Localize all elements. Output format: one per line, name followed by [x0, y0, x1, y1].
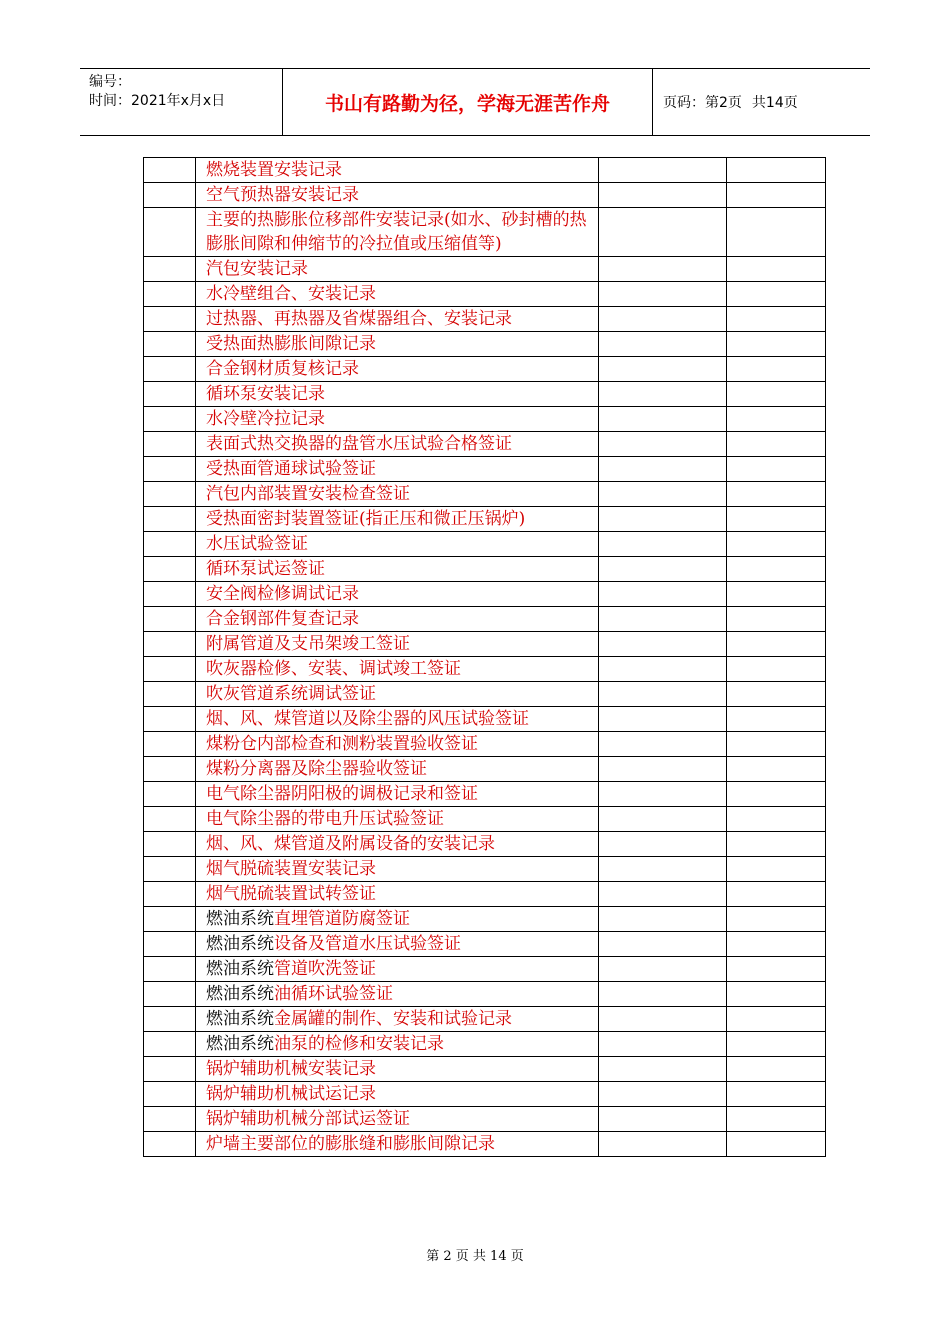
blank-cell	[727, 757, 826, 782]
record-name: 汽包安装记录	[206, 259, 308, 279]
blank-cell	[599, 457, 727, 482]
record-name: 锅炉辅助机械分部试运签证	[206, 1109, 410, 1129]
table-row	[144, 757, 826, 782]
blank-cell	[727, 158, 826, 183]
table-row	[144, 832, 826, 857]
record-name-cell	[196, 807, 599, 832]
record-name-cell	[196, 332, 599, 357]
record-name: 吹灰管道系统调试签证	[206, 684, 376, 704]
blank-cell	[599, 183, 727, 208]
table-row	[144, 507, 826, 532]
blank-cell	[727, 607, 826, 632]
blank-cell	[727, 282, 826, 307]
record-name-cell	[196, 557, 599, 582]
table-row	[144, 782, 826, 807]
table-row	[144, 857, 826, 882]
record-name-cell	[196, 932, 599, 957]
record-name: 炉墙主要部位的膨胀缝和膨胀间隙记录	[206, 1134, 495, 1154]
blank-cell	[727, 482, 826, 507]
table-row	[144, 332, 826, 357]
record-name-cell	[196, 382, 599, 407]
number-label: 编号：	[89, 74, 131, 90]
blank-cell	[599, 582, 727, 607]
blank-cell	[599, 682, 727, 707]
table-row	[144, 807, 826, 832]
record-name-cell	[196, 507, 599, 532]
index-cell	[144, 407, 196, 432]
blank-cell	[727, 907, 826, 932]
index-cell	[144, 282, 196, 307]
blank-cell	[599, 357, 727, 382]
table-row	[144, 982, 826, 1007]
blank-cell	[599, 432, 727, 457]
index-cell	[144, 532, 196, 557]
header-page-info	[653, 69, 870, 135]
index-cell	[144, 257, 196, 282]
table-row	[144, 882, 826, 907]
record-name-cell	[196, 882, 599, 907]
blank-cell	[727, 1007, 826, 1032]
blank-cell	[599, 307, 727, 332]
index-cell	[144, 307, 196, 332]
index-cell	[144, 807, 196, 832]
record-prefix: 燃油系统	[206, 1034, 274, 1054]
blank-cell	[599, 507, 727, 532]
record-name-cell	[196, 257, 599, 282]
index-cell	[144, 457, 196, 482]
blank-cell	[727, 932, 826, 957]
index-cell	[144, 782, 196, 807]
blank-cell	[727, 807, 826, 832]
blank-cell	[727, 982, 826, 1007]
record-prefix: 燃油系统	[206, 909, 274, 929]
record-name-cell	[196, 532, 599, 557]
record-name-cell	[196, 907, 599, 932]
blank-cell	[599, 882, 727, 907]
blank-cell	[727, 582, 826, 607]
table-row	[144, 932, 826, 957]
record-name-cell	[196, 707, 599, 732]
blank-cell	[727, 208, 826, 257]
blank-cell	[727, 782, 826, 807]
blank-cell	[727, 1107, 826, 1132]
record-name-cell	[196, 1007, 599, 1032]
record-name: 电气除尘器阴阳极的调极记录和签证	[206, 784, 478, 804]
blank-cell	[727, 957, 826, 982]
record-name: 水压试验签证	[206, 534, 308, 554]
record-name-cell	[196, 432, 599, 457]
blank-cell	[599, 407, 727, 432]
blank-cell	[727, 507, 826, 532]
table-row	[144, 657, 826, 682]
record-prefix: 燃油系统	[206, 934, 274, 954]
blank-cell	[727, 382, 826, 407]
index-cell	[144, 183, 196, 208]
record-name: 直埋管道防腐签证	[274, 909, 410, 929]
record-name-cell	[196, 1107, 599, 1132]
record-name: 油循环试验签证	[274, 984, 393, 1004]
record-name: 设备及管道水压试验签证	[274, 934, 461, 954]
table-row	[144, 158, 826, 183]
blank-cell	[599, 1132, 727, 1157]
table-row	[144, 1082, 826, 1107]
index-cell	[144, 1057, 196, 1082]
blank-cell	[727, 332, 826, 357]
blank-cell	[599, 982, 727, 1007]
record-name: 表面式热交换器的盘管水压试验合格签证	[206, 434, 512, 454]
table-row	[144, 707, 826, 732]
blank-cell	[599, 1057, 727, 1082]
record-name: 油泵的检修和安装记录	[274, 1034, 444, 1054]
record-name-cell	[196, 582, 599, 607]
index-cell	[144, 557, 196, 582]
blank-cell	[727, 632, 826, 657]
record-prefix: 燃油系统	[206, 984, 274, 1004]
record-name-cell	[196, 1132, 599, 1157]
header-meta	[80, 69, 283, 135]
index-cell	[144, 1107, 196, 1132]
table-row	[144, 607, 826, 632]
index-cell	[144, 1007, 196, 1032]
record-name-cell	[196, 857, 599, 882]
blank-cell	[599, 257, 727, 282]
record-name: 水冷壁组合、安装记录	[206, 284, 376, 304]
table-row	[144, 307, 826, 332]
table-row	[144, 957, 826, 982]
record-name-cell	[196, 357, 599, 382]
index-cell	[144, 632, 196, 657]
index-cell	[144, 882, 196, 907]
record-name-cell	[196, 482, 599, 507]
record-name-cell	[196, 657, 599, 682]
blank-cell	[599, 707, 727, 732]
table-row	[144, 282, 826, 307]
table-row	[144, 1107, 826, 1132]
index-cell	[144, 982, 196, 1007]
table-row	[144, 1132, 826, 1157]
table-row	[144, 732, 826, 757]
blank-cell	[599, 857, 727, 882]
record-name: 吹灰器检修、安装、调试竣工签证	[206, 659, 461, 679]
blank-cell	[727, 1082, 826, 1107]
page-header	[80, 68, 870, 136]
blank-cell	[727, 457, 826, 482]
record-name: 电气除尘器的带电升压试验签证	[206, 809, 444, 829]
record-name-cell	[196, 158, 599, 183]
header-motto: 书山有路勤为径，学海无涯苦作舟	[283, 69, 653, 135]
blank-cell	[727, 1032, 826, 1057]
blank-cell	[599, 907, 727, 932]
index-cell	[144, 382, 196, 407]
record-name: 水冷壁冷拉记录	[206, 409, 325, 429]
blank-cell	[727, 857, 826, 882]
index-cell	[144, 1082, 196, 1107]
record-name: 循环泵安装记录	[206, 384, 325, 404]
record-name-cell	[196, 607, 599, 632]
blank-cell	[727, 832, 826, 857]
blank-cell	[599, 732, 727, 757]
record-name-cell	[196, 832, 599, 857]
index-cell	[144, 682, 196, 707]
table-row	[144, 532, 826, 557]
blank-cell	[727, 1057, 826, 1082]
record-name-cell	[196, 682, 599, 707]
blank-cell	[727, 657, 826, 682]
blank-cell	[727, 307, 826, 332]
record-name-cell	[196, 1057, 599, 1082]
blank-cell	[599, 208, 727, 257]
record-name-cell	[196, 407, 599, 432]
table-row	[144, 432, 826, 457]
record-name: 锅炉辅助机械试运记录	[206, 1084, 376, 1104]
page-footer: 第 2 页 共 14 页	[426, 1249, 524, 1264]
page-label: 页码：第2页	[663, 95, 742, 111]
record-name: 合金钢部件复查记录	[206, 609, 359, 629]
blank-cell	[727, 257, 826, 282]
blank-cell	[727, 707, 826, 732]
record-name-cell	[196, 782, 599, 807]
table-row	[144, 457, 826, 482]
blank-cell	[599, 158, 727, 183]
blank-cell	[727, 682, 826, 707]
total-label: 共14页	[751, 95, 798, 111]
record-name-cell	[196, 208, 599, 257]
index-cell	[144, 482, 196, 507]
table-row	[144, 582, 826, 607]
record-name-cell	[196, 282, 599, 307]
blank-cell	[599, 657, 727, 682]
blank-cell	[727, 532, 826, 557]
record-name: 受热面管通球试验签证	[206, 459, 376, 479]
blank-cell	[727, 357, 826, 382]
table-row	[144, 1007, 826, 1032]
blank-cell	[599, 757, 727, 782]
table-row	[144, 183, 826, 208]
record-name: 烟、风、煤管道及附属设备的安装记录	[206, 834, 495, 854]
record-name: 烟、风、煤管道以及除尘器的风压试验签证	[206, 709, 529, 729]
index-cell	[144, 707, 196, 732]
blank-cell	[599, 607, 727, 632]
table-row	[144, 632, 826, 657]
blank-cell	[727, 732, 826, 757]
record-name-cell	[196, 982, 599, 1007]
table-row	[144, 257, 826, 282]
record-name: 安全阀检修调试记录	[206, 584, 359, 604]
record-name-cell	[196, 457, 599, 482]
table-row	[144, 382, 826, 407]
index-cell	[144, 507, 196, 532]
index-cell	[144, 582, 196, 607]
record-name: 循环泵试运签证	[206, 559, 325, 579]
records-body	[144, 158, 826, 1157]
table-row	[144, 1057, 826, 1082]
index-cell	[144, 832, 196, 857]
blank-cell	[599, 832, 727, 857]
record-name: 汽包内部装置安装检查签证	[206, 484, 410, 504]
index-cell	[144, 932, 196, 957]
table-row	[144, 1032, 826, 1057]
record-name: 烟气脱硫装置安装记录	[206, 859, 376, 879]
record-name: 锅炉辅助机械安装记录	[206, 1059, 376, 1079]
record-name-cell	[196, 957, 599, 982]
index-cell	[144, 657, 196, 682]
record-name: 受热面热膨胀间隙记录	[206, 334, 376, 354]
blank-cell	[599, 482, 727, 507]
record-name: 管道吹洗签证	[274, 959, 376, 979]
record-name-cell	[196, 632, 599, 657]
table-row	[144, 357, 826, 382]
table-row	[144, 907, 826, 932]
blank-cell	[599, 1107, 727, 1132]
index-cell	[144, 1032, 196, 1057]
record-prefix: 燃油系统	[206, 959, 274, 979]
blank-cell	[727, 557, 826, 582]
record-name: 主要的热膨胀位移部件安装记录(如水、砂封槽的热膨胀间隙和伸缩节的冷拉值或压缩值等)	[206, 210, 587, 254]
table-row	[144, 407, 826, 432]
index-cell	[144, 1132, 196, 1157]
record-name-cell	[196, 1082, 599, 1107]
blank-cell	[727, 183, 826, 208]
index-cell	[144, 732, 196, 757]
record-name: 空气预热器安装记录	[206, 185, 359, 205]
blank-cell	[599, 1082, 727, 1107]
index-cell	[144, 432, 196, 457]
record-name-cell	[196, 757, 599, 782]
record-name: 煤粉分离器及除尘器验收签证	[206, 759, 427, 779]
index-cell	[144, 158, 196, 183]
blank-cell	[599, 957, 727, 982]
blank-cell	[727, 407, 826, 432]
table-row	[144, 208, 826, 257]
index-cell	[144, 208, 196, 257]
blank-cell	[599, 932, 727, 957]
blank-cell	[599, 782, 727, 807]
record-name: 燃烧装置安装记录	[206, 160, 342, 180]
blank-cell	[599, 807, 727, 832]
record-name-cell	[196, 732, 599, 757]
index-cell	[144, 857, 196, 882]
index-cell	[144, 757, 196, 782]
blank-cell	[599, 632, 727, 657]
table-row	[144, 482, 826, 507]
index-cell	[144, 607, 196, 632]
table-row	[144, 682, 826, 707]
record-name-cell	[196, 1032, 599, 1057]
blank-cell	[599, 282, 727, 307]
index-cell	[144, 957, 196, 982]
blank-cell	[599, 382, 727, 407]
time-label: 时间：2021年x月x日	[89, 93, 226, 109]
record-name: 受热面密封装置签证(指正压和微正压锅炉)	[206, 509, 526, 529]
record-name: 煤粉仓内部检查和测粉装置验收签证	[206, 734, 478, 754]
record-name-cell	[196, 307, 599, 332]
blank-cell	[599, 1007, 727, 1032]
record-name: 附属管道及支吊架竣工签证	[206, 634, 410, 654]
index-cell	[144, 332, 196, 357]
blank-cell	[599, 532, 727, 557]
record-name: 过热器、再热器及省煤器组合、安装记录	[206, 309, 512, 329]
index-cell	[144, 907, 196, 932]
record-prefix: 燃油系统	[206, 1009, 274, 1029]
record-name: 烟气脱硫装置试转签证	[206, 884, 376, 904]
record-name: 金属罐的制作、安装和试验记录	[274, 1009, 512, 1029]
record-name: 合金钢材质复核记录	[206, 359, 359, 379]
record-name-cell	[196, 183, 599, 208]
blank-cell	[599, 1032, 727, 1057]
records-table	[143, 157, 826, 1157]
index-cell	[144, 357, 196, 382]
blank-cell	[727, 1132, 826, 1157]
blank-cell	[599, 332, 727, 357]
blank-cell	[727, 432, 826, 457]
blank-cell	[599, 557, 727, 582]
table-row	[144, 557, 826, 582]
blank-cell	[727, 882, 826, 907]
